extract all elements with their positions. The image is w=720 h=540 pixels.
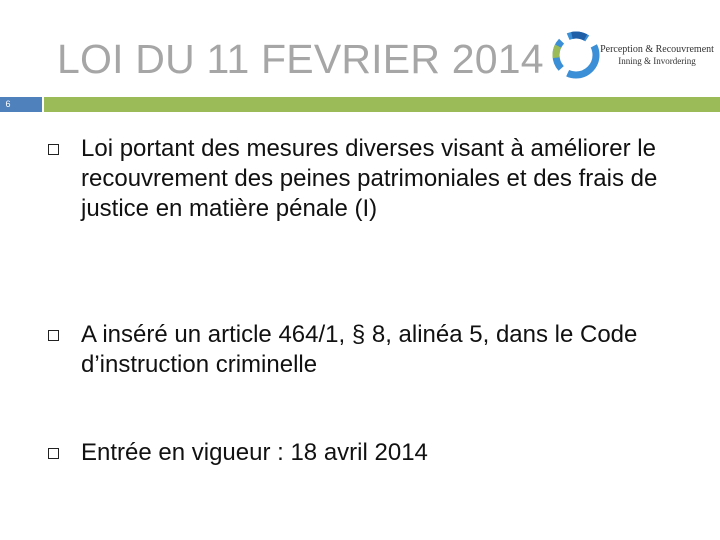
bullet-text: Entrée en vigueur : 18 avril 2014 [81, 439, 428, 466]
logo-text [596, 44, 718, 67]
bullet-text: Loi portant des mesures diverses visant à améliorer le recouvrement des peines patrimoniales et des frais de justice en matière pénale (I) [81, 135, 658, 222]
square-bullet-icon [48, 144, 59, 155]
square-bullet-icon [48, 448, 59, 459]
bullet-text: A inséré un article 464/1, § 8, alinéa 5, dans le Code d’instruction criminelle [81, 321, 638, 378]
logo-line-2: Inning & Invordering [618, 56, 696, 66]
header-bar-green [44, 97, 720, 112]
slide-title: LOI DU 11 FEVRIER 2014 [57, 36, 544, 82]
slide-number: 6 [5, 99, 11, 109]
logo-line-1: Perception & Recouvrement [600, 44, 714, 55]
square-bullet-icon [48, 330, 59, 341]
